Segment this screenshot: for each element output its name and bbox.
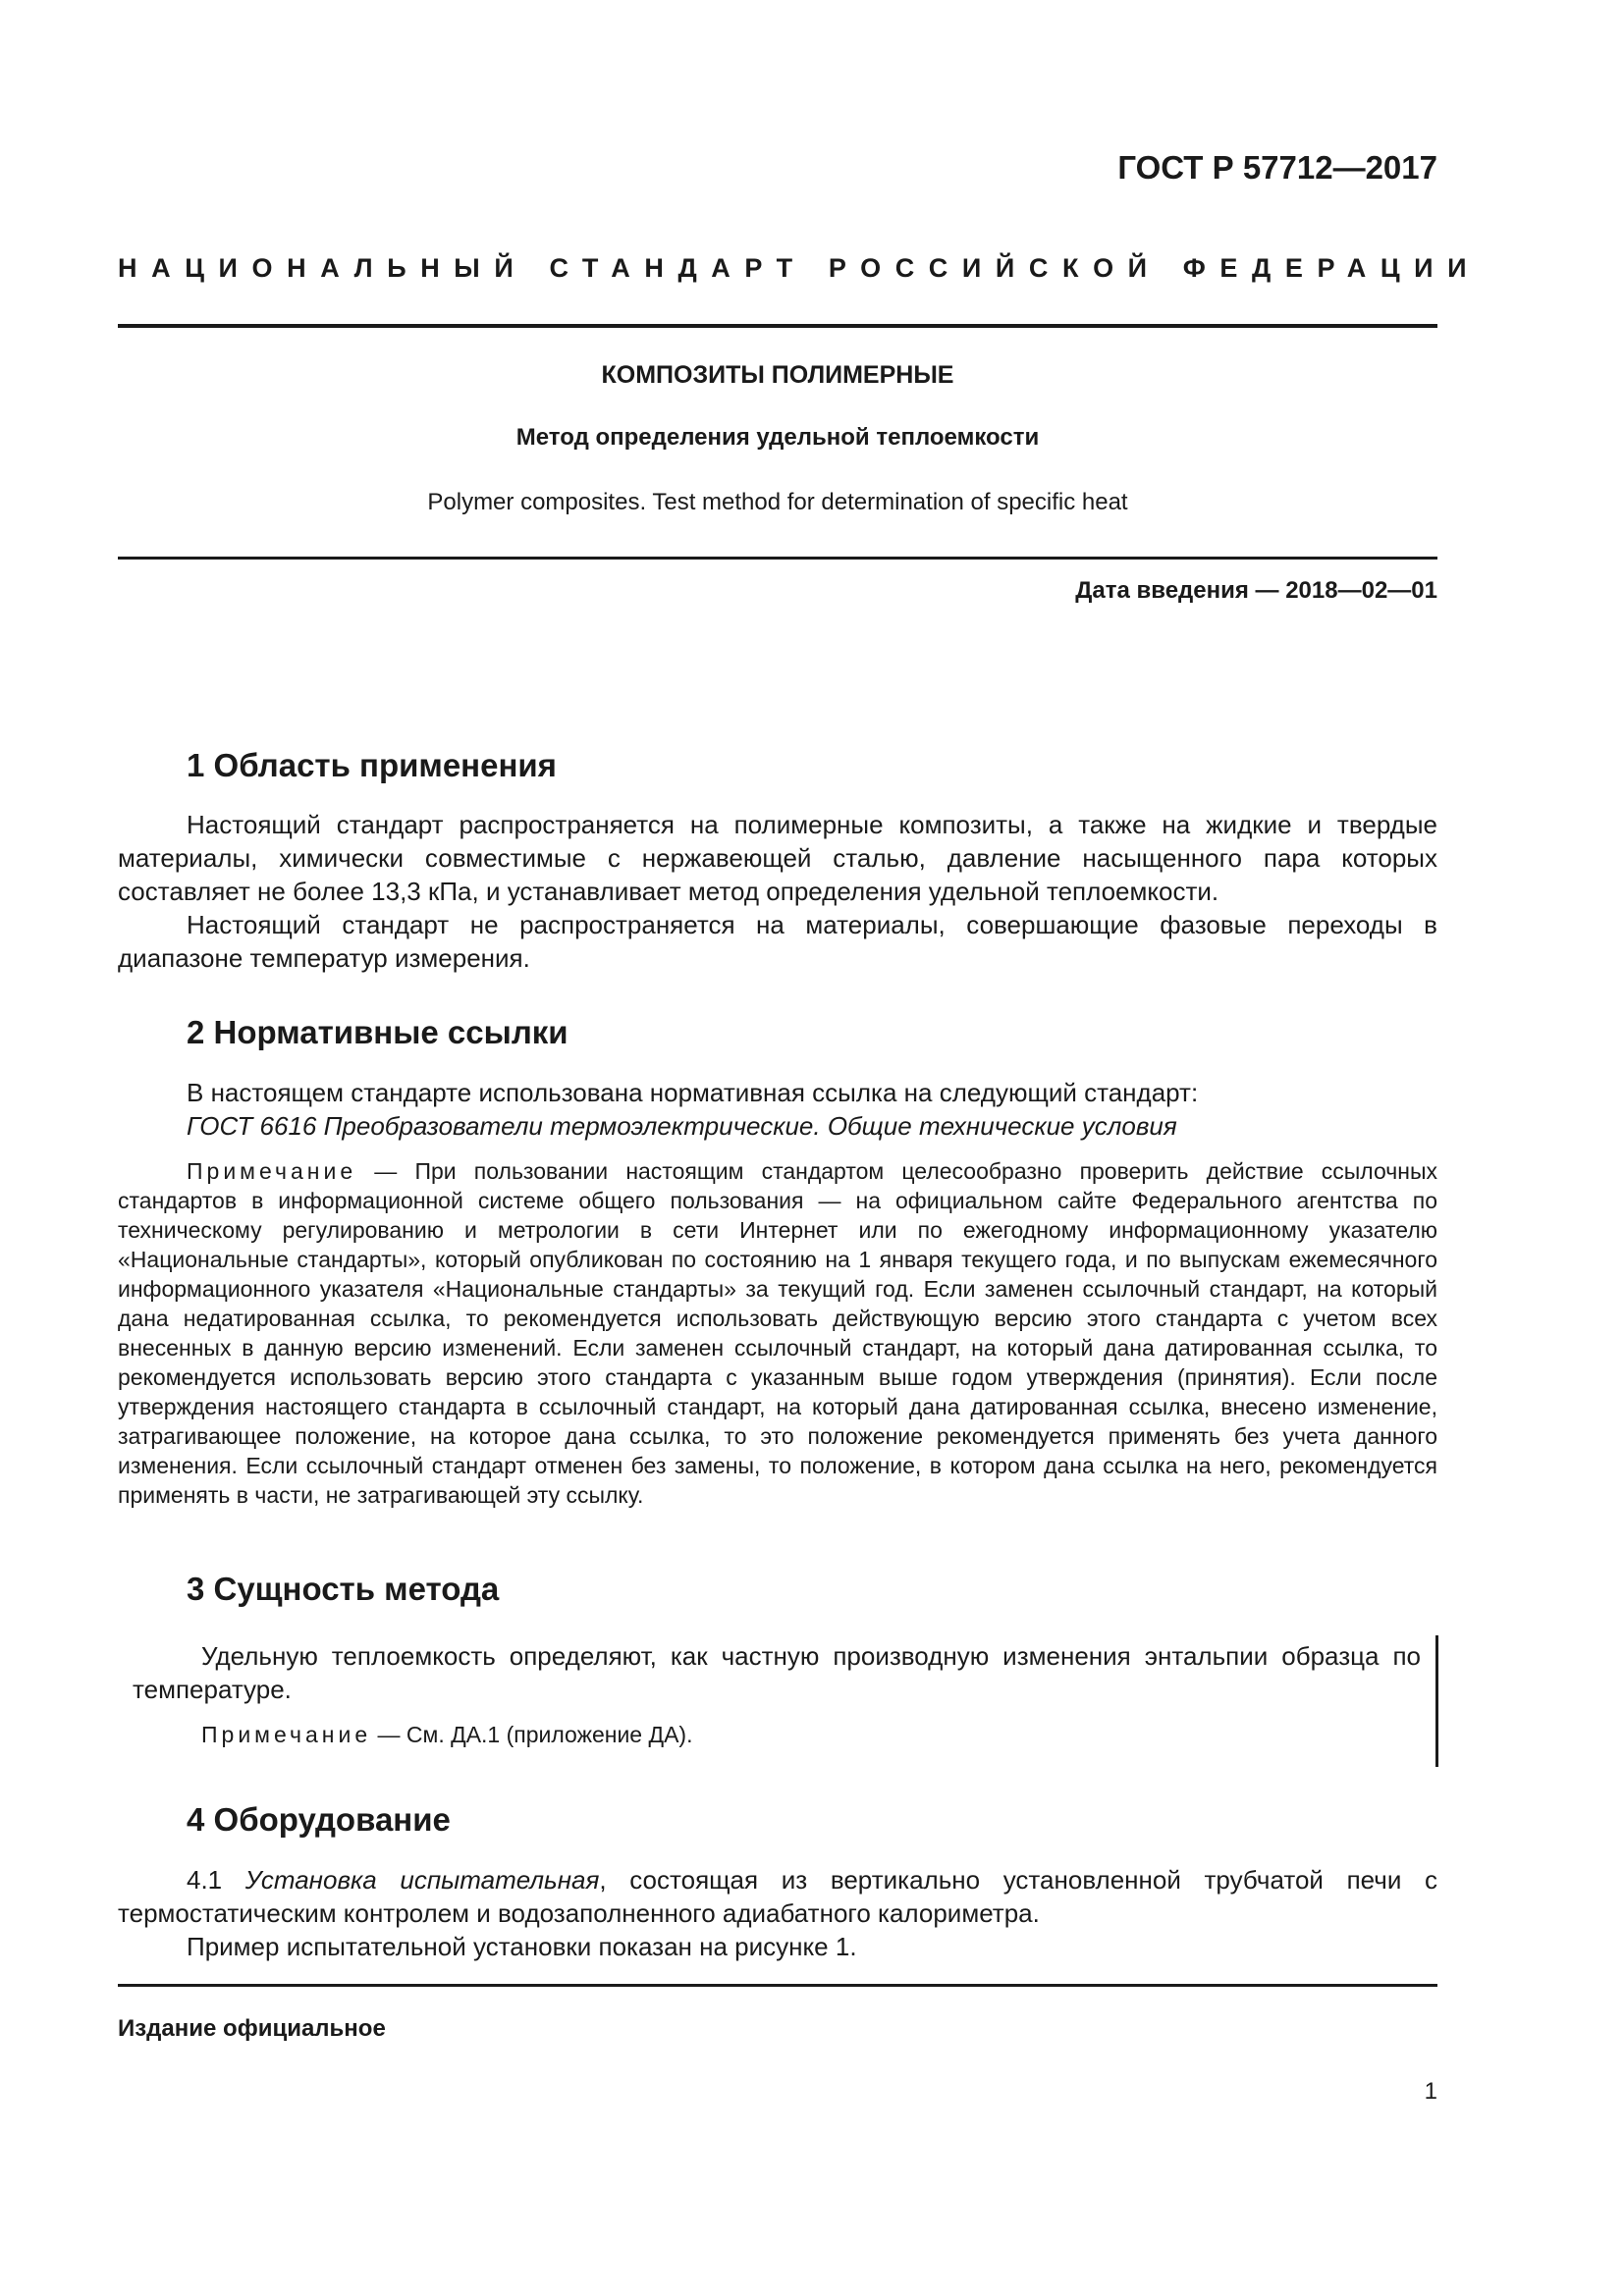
english-title: Polymer composites. Test method for determination of specific heat <box>427 489 1128 515</box>
section-4-paragraph-2: Пример испытательной установки показан на рисунке 1. <box>187 1932 857 1961</box>
document-title: КОМПОЗИТЫ ПОЛИМЕРНЫЕ <box>601 361 954 389</box>
section-1-paragraph-1: Настоящий стандарт распространяется на полимерные композиты, а также на жидкие и твердые материалы, химически совместимые с нержавеющей сталью, давление насыщенного пара которых составляет не более 13,3 кПа, и устанавливает метод определения удельной теплоемкости. <box>118 810 1437 906</box>
note-text: — См. ДА.1 (приложение ДА). <box>371 1722 693 1747</box>
clause-number: 4.1 <box>187 1865 245 1895</box>
clause-term: Установка испытательная <box>244 1865 600 1895</box>
header-rule <box>118 324 1437 328</box>
note-label: Примечание <box>201 1722 372 1747</box>
national-standard-banner: НАЦИОНАЛЬНЫЙ СТАНДАРТ РОССИЙСКОЙ ФЕДЕРАЦИИ <box>118 253 1482 283</box>
normative-reference: ГОСТ 6616 Преобразователи термоэлектрические. Общие технические условия <box>187 1111 1177 1141</box>
section-3-note <box>133 1720 1421 1749</box>
section-2-heading: 2 Нормативные ссылки <box>187 1014 568 1050</box>
section-2-paragraph-1: В настоящем стандарте использована нормативная ссылка на следующий стандарт: <box>187 1078 1199 1107</box>
official-edition-label: Издание официальное <box>118 2015 386 2042</box>
document-subtitle: Метод определения удельной теплоемкости <box>515 424 1040 451</box>
document-code: ГОСТ Р 57712—2017 <box>1117 149 1437 186</box>
introduction-date: Дата введения — 2018—02—01 <box>1075 577 1437 604</box>
section-3-heading: 3 Сущность метода <box>187 1571 500 1607</box>
note-label: Примечание <box>187 1158 357 1184</box>
note-text: — При пользовании настоящим стандартом целесообразно проверить действие ссылочных стандартов в информационной системе общего пользования — на официальном сайте Федерального агентства по техническому регулированию и метрологии в сети Интернет или по ежегодному информационному указателю «Национальные стандарты», который опубликован по состоянию на 1 января текущего года, и по выпускам ежемесячного информационного указателя «Национальные стандарты» за текущий год. Если заменен ссылочный стандарт, на который дана недатированная ссылка, то рекомендуется использовать действующую версию этого стандарта с учетом всех внесенных в данную версию изменений. Если заменен ссылочный стандарт, на который дана датированная ссылка, то рекомендуется использовать версию этого стандарта с указанным выше годом утверждения (принятия). Если после утверждения настоящего стандарта в ссылочный стандарт, на который дана датированная ссылка, внесено изменение, затрагивающее положение, на которое дана ссылка, то это положение рекомендуется применять без учета данного изменения. Если ссылочный стандарт отменен без замены, то положение, в котором дана ссылка на него, рекомендуется применять в части, не затрагивающей эту ссылку. <box>118 1158 1437 1508</box>
title-rule <box>118 557 1437 560</box>
change-marker-bar <box>1435 1635 1438 1767</box>
section-2-note <box>118 1156 1437 1510</box>
section-4-heading: 4 Оборудование <box>187 1801 451 1838</box>
section-4-paragraph-1 <box>118 1863 1437 1930</box>
clause-text: , состоящая из вертикально установленной трубчатой печи с термостатическим контролем и водозаполненного адиабатного калориметра. <box>118 1865 1437 1928</box>
section-1-heading: 1 Область применения <box>187 747 557 783</box>
footer-rule <box>118 1984 1437 1987</box>
section-1-paragraph-2: Настоящий стандарт не распространяется на материалы, совершающие фазовые переходы в диапазоне температур измерения. <box>118 910 1437 973</box>
page-number: 1 <box>1424 2078 1437 2105</box>
section-3-paragraph-1: Удельную теплоемкость определяют, как частную производную изменения энтальпии образца по температуре. <box>133 1641 1421 1704</box>
